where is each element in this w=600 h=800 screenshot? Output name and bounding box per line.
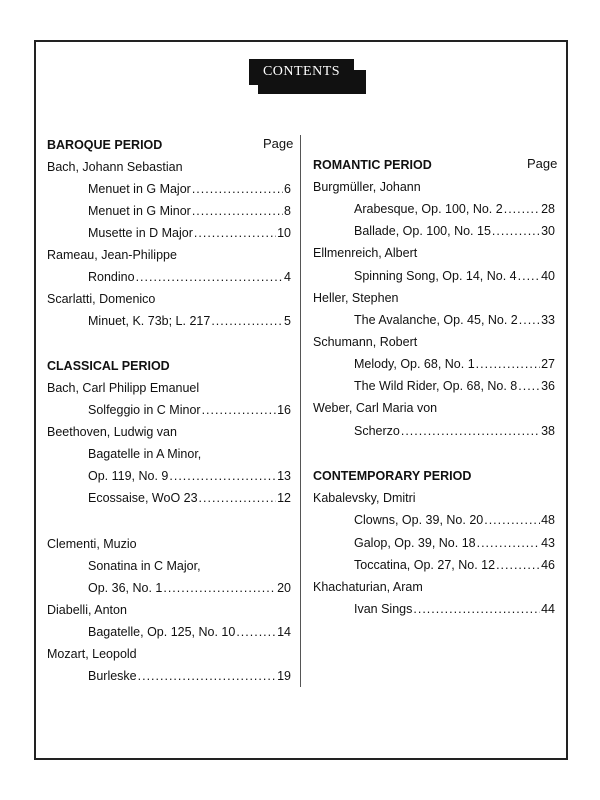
composer-entry <box>313 578 423 596</box>
composer-entry <box>313 178 421 196</box>
entry-title: Rondino <box>88 270 135 284</box>
piece-entry <box>354 600 555 618</box>
entry-title: Menuet in G Major <box>88 182 191 196</box>
dot-leader <box>492 222 540 240</box>
piece-entry <box>354 377 555 395</box>
dot-leader <box>504 200 540 218</box>
page-number: 16 <box>277 403 291 417</box>
page-number: 13 <box>277 469 291 483</box>
piece-entry <box>354 200 555 218</box>
page-title: CONTENTS <box>249 59 354 85</box>
entry-title: Bagatelle in A Minor, <box>88 447 202 461</box>
page-number: 33 <box>541 313 555 327</box>
entry-title: Heller, Stephen <box>313 291 399 305</box>
composer-entry <box>313 333 417 351</box>
page-number: 19 <box>277 669 291 683</box>
piece-entry <box>354 556 555 574</box>
entry-title: CONTEMPORARY PERIOD <box>313 469 472 483</box>
composer-entry <box>47 246 177 264</box>
dot-leader <box>192 202 283 220</box>
dot-leader <box>484 511 540 529</box>
page-number: 14 <box>277 625 291 639</box>
entry-title: Weber, Carl Maria von <box>313 401 438 415</box>
dot-leader <box>476 355 540 373</box>
entry-title: Ellmenreich, Albert <box>313 246 418 260</box>
dot-leader <box>236 623 276 641</box>
composer-entry <box>313 289 398 307</box>
entry-title: Minuet, K. 73b; L. 217 <box>88 314 211 328</box>
dot-leader <box>136 268 283 286</box>
piece-entry <box>88 401 291 419</box>
page-number: 30 <box>541 224 555 238</box>
page-number: 28 <box>541 202 555 216</box>
composer-entry <box>47 158 183 176</box>
entry-title: Mozart, Leopold <box>47 647 137 661</box>
entry-title: Musette in D Major <box>88 226 193 240</box>
page-number: 8 <box>284 204 291 218</box>
entry-title: Melody, Op. 68, No. 1 <box>354 357 475 371</box>
dot-leader <box>519 311 540 329</box>
piece-entry <box>88 623 291 641</box>
composer-entry <box>47 379 199 397</box>
piece-entry <box>354 311 555 329</box>
dot-leader <box>199 489 277 507</box>
page-number: 5 <box>284 314 291 328</box>
dot-leader <box>518 267 540 285</box>
page-number: 40 <box>541 269 555 283</box>
piece-entry <box>88 445 201 463</box>
piece-entry <box>88 579 291 597</box>
dot-leader <box>211 312 283 330</box>
page-column-label-right: Page <box>527 156 558 171</box>
entry-title: Op. 119, No. 9 <box>88 469 169 483</box>
entry-title: Spinning Song, Op. 14, No. 4 <box>354 269 517 283</box>
dot-leader <box>194 224 276 242</box>
dot-leader <box>163 579 276 597</box>
entry-title: The Avalanche, Op. 45, No. 2 <box>354 313 518 327</box>
dot-leader <box>169 467 276 485</box>
page-number: 36 <box>541 379 555 393</box>
composer-entry <box>313 244 417 262</box>
entry-title: Bach, Carl Philipp Emanuel <box>47 381 200 395</box>
piece-entry <box>88 467 291 485</box>
entry-title: Toccatina, Op. 27, No. 12 <box>354 558 496 572</box>
entry-title: Rameau, Jean-Philippe <box>47 248 177 262</box>
entry-title: Bagatelle, Op. 125, No. 10 <box>88 625 236 639</box>
entry-title: Scherzo <box>354 424 400 438</box>
piece-entry <box>88 202 291 220</box>
page-number: 27 <box>541 357 555 371</box>
entry-title: Ballade, Op. 100, No. 15 <box>354 224 491 238</box>
composer-entry <box>313 489 416 507</box>
page-number: 12 <box>277 491 291 505</box>
page-number: 44 <box>541 602 555 616</box>
entry-title: Burleske <box>88 669 137 683</box>
piece-entry <box>88 312 291 330</box>
page-column-label-left: Page <box>263 136 294 151</box>
entry-title: Scarlatti, Domenico <box>47 292 156 306</box>
composer-entry <box>313 399 437 417</box>
piece-entry <box>354 422 555 440</box>
column-divider <box>300 135 301 687</box>
entry-title: Kabalevsky, Dmitri <box>313 491 416 505</box>
section-heading <box>47 136 162 154</box>
composer-entry <box>47 290 155 308</box>
piece-entry <box>88 557 201 575</box>
piece-entry <box>88 667 291 685</box>
dot-leader <box>138 667 276 685</box>
entry-title: Solfeggio in C Minor <box>88 403 201 417</box>
composer-entry <box>47 645 137 663</box>
entry-title: Beethoven, Ludwig van <box>47 425 177 439</box>
dot-leader <box>192 180 283 198</box>
entry-title: Sonatina in C Major, <box>88 559 201 573</box>
composer-entry <box>47 601 127 619</box>
section-heading <box>313 156 432 174</box>
dot-leader <box>496 556 540 574</box>
dot-leader <box>477 534 540 552</box>
piece-entry <box>354 534 555 552</box>
entry-title: Schumann, Robert <box>313 335 418 349</box>
entry-title: Arabesque, Op. 100, No. 2 <box>354 202 503 216</box>
piece-entry <box>88 268 291 286</box>
entry-title: CLASSICAL PERIOD <box>47 359 170 373</box>
piece-entry <box>354 222 555 240</box>
composer-entry <box>47 535 137 553</box>
page-number: 10 <box>277 226 291 240</box>
entry-title: BAROQUE PERIOD <box>47 138 163 152</box>
entry-title: Galop, Op. 39, No. 18 <box>354 536 476 550</box>
section-heading <box>47 357 170 375</box>
piece-entry <box>354 511 555 529</box>
dot-leader <box>401 422 540 440</box>
entry-title: The Wild Rider, Op. 68, No. 8 <box>354 379 518 393</box>
piece-entry <box>88 180 291 198</box>
piece-entry <box>354 355 555 373</box>
dot-leader <box>413 600 540 618</box>
entry-title: Ecossaise, WoO 23 <box>88 491 198 505</box>
page-number: 20 <box>277 581 291 595</box>
composer-entry <box>47 423 177 441</box>
entry-title: Burgmüller, Johann <box>313 180 421 194</box>
entry-title: Diabelli, Anton <box>47 603 127 617</box>
page-number: 48 <box>541 513 555 527</box>
entry-title: Bach, Johann Sebastian <box>47 160 183 174</box>
dot-leader <box>202 401 277 419</box>
dot-leader <box>518 377 540 395</box>
piece-entry <box>88 489 291 507</box>
entry-title: Clowns, Op. 39, No. 20 <box>354 513 484 527</box>
entry-title: Clementi, Muzio <box>47 537 137 551</box>
page-number: 6 <box>284 182 291 196</box>
entry-title: ROMANTIC PERIOD <box>313 158 432 172</box>
page-number: 38 <box>541 424 555 438</box>
piece-entry <box>88 224 291 242</box>
entry-title: Menuet in G Minor <box>88 204 191 218</box>
piece-entry <box>354 267 555 285</box>
entry-title: Op. 36, No. 1 <box>88 581 163 595</box>
page-number: 46 <box>541 558 555 572</box>
page-number: 43 <box>541 536 555 550</box>
entry-title: Ivan Sings <box>354 602 413 616</box>
page-number: 4 <box>284 270 291 284</box>
entry-title: Khachaturian, Aram <box>313 580 423 594</box>
section-heading <box>313 467 471 485</box>
